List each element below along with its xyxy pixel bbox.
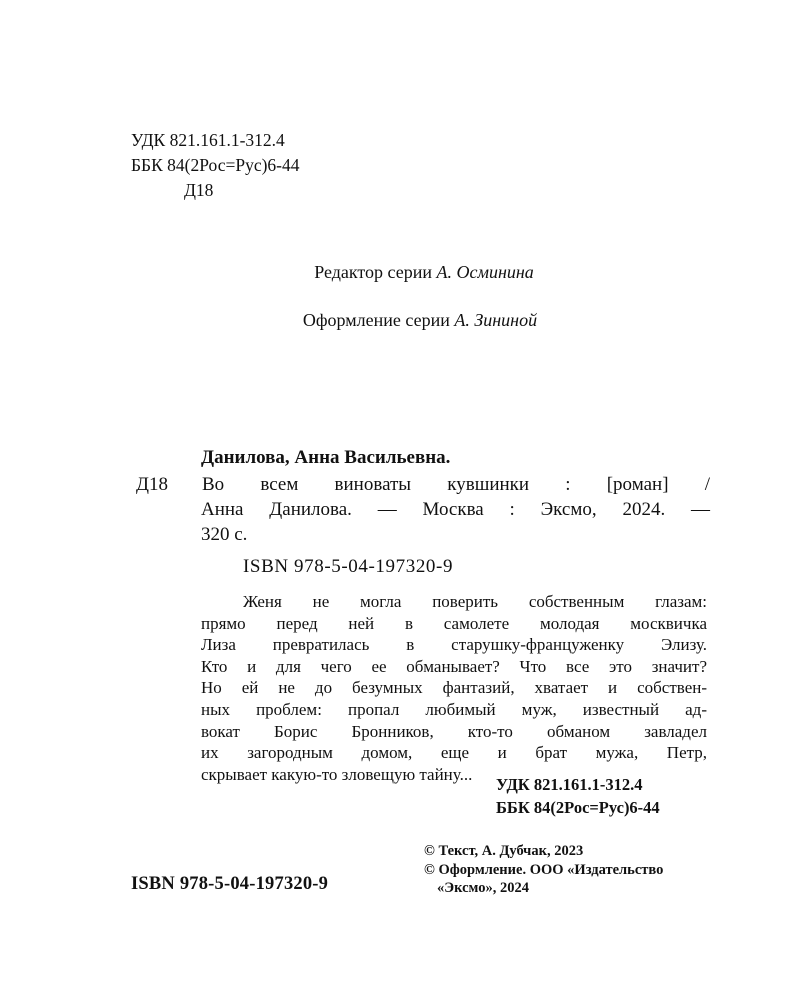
annotation-line: Но ей не до безумных фантазий, хватает и собствен- xyxy=(201,678,707,698)
annotation-line: Лиза превратилась в старушку-француженку Элизу. xyxy=(201,635,707,655)
record-author: Данилова, Анна Васильевна. xyxy=(201,447,451,468)
series-editor-label: Редактор серии xyxy=(314,262,432,282)
annotation xyxy=(201,591,707,785)
author-mark: Д18 xyxy=(184,180,214,200)
annotation-udk: УДК 821.161.1-312.4 xyxy=(496,775,643,794)
footer-isbn: ISBN 978-5-04-197320-9 xyxy=(131,874,329,894)
record-line-2: Анна Данилова. — Москва : Эксмо, 2024. — xyxy=(201,499,710,520)
series-design xyxy=(0,310,800,331)
annotation-line: Женя не могла поверить собственным глазам: xyxy=(243,592,707,611)
copyright-text: © Текст, А. Дубчак, 2023 xyxy=(424,843,584,859)
record-code: Д18 xyxy=(136,474,168,495)
annotation-line: вокат Борис Бронников, кто-то обманом завладел xyxy=(201,721,707,741)
annotation-line: прямо перед ней в самолете молодая москвичка xyxy=(201,613,707,633)
annotation-line: скрывает какую-то зловещую тайну... xyxy=(201,764,473,784)
copyright-design-line-1: © Оформление. ООО «Издательство xyxy=(424,862,664,878)
series-editor-name: А. Осминина xyxy=(436,262,534,282)
series-design-name: А. Зининой xyxy=(454,310,538,330)
record-line-1: Во всем виноваты кувшинки : [роман] / xyxy=(202,474,710,495)
series-design-label: Оформление серии xyxy=(302,310,450,330)
udk-code: УДК 821.161.1-312.4 xyxy=(131,130,285,150)
annotation-line: ных проблем: пропал любимый муж, известный ад- xyxy=(201,699,707,719)
annotation-bbk: ББК 84(2Рос=Рус)6-44 xyxy=(496,798,660,817)
annotation-line: их загородным домом, еще и брат мужа, Петр, xyxy=(201,743,707,763)
annotation-line: Кто и для чего ее обманывает? Что все это значит? xyxy=(201,656,707,676)
record-isbn: ISBN 978-5-04-197320-9 xyxy=(243,556,454,577)
copyright-design-line-2: «Эксмо», 2024 xyxy=(437,880,529,896)
record-line-3: 320 с. xyxy=(201,524,248,545)
series-editor xyxy=(0,262,800,283)
bbk-code: ББК 84(2Рос=Рус)6-44 xyxy=(131,155,300,175)
